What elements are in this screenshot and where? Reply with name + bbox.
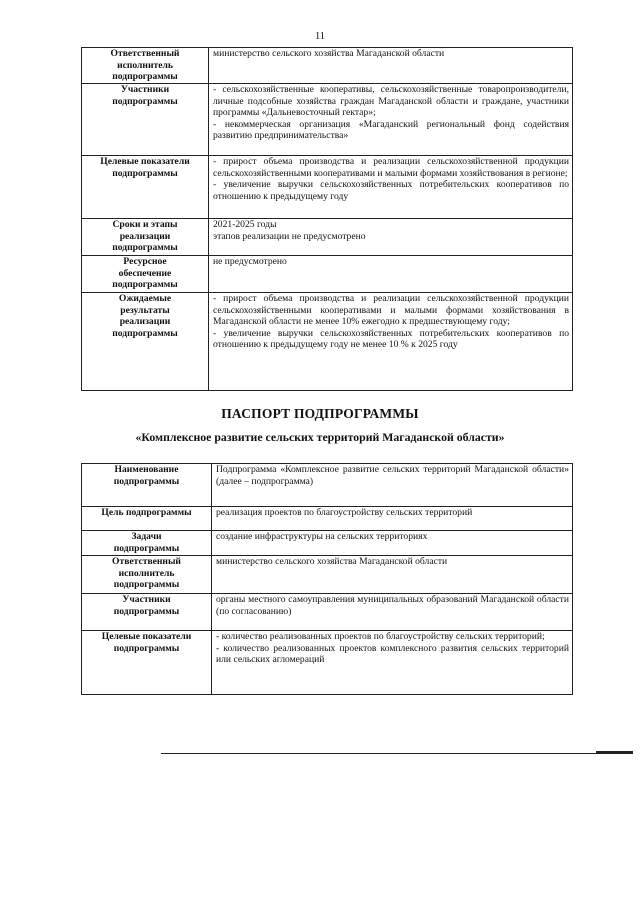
row-value-responsible-executor-2: министерство сельского хозяйства Магаданской области [212, 556, 573, 594]
row-label-target-indicators-2: Целевые показатели подпрограммы [82, 631, 212, 695]
row-value-name: Подпрограмма «Комплексное развитие сельских территорий Магаданской области» (далее – подпрограмма) [212, 464, 573, 507]
table-row [82, 156, 573, 219]
row-value-resources: не предусмотрено [209, 256, 573, 293]
subprogram-passport-table [81, 463, 573, 695]
table-row [82, 631, 573, 695]
row-value-participants: - сельскохозяйственные кооперативы, сельскохозяйственные товаропроизводители, личные подсобные хозяйства граждан Магаданской области и граждане, участники программы «Дальневосточный гектар»; - некоммерческая организация «Магаданский региональный фонд содействия развитию предпринимательства» [209, 84, 573, 156]
row-value-responsible-executor: министерство сельского хозяйства Магаданской области [209, 48, 573, 84]
row-label-responsible-executor: Ответственный исполнитель подпрограммы [82, 48, 209, 84]
passport-heading: ПАСПОРТ ПОДПРОГРАММЫ [221, 406, 419, 421]
table-row [82, 464, 573, 507]
page-number: 11 [314, 31, 326, 42]
row-value-timeline: 2021-2025 годы этапов реализации не предусмотрено [209, 219, 573, 256]
row-value-target-indicators: - прирост объема производства и реализации сельскохозяйственной продукции сельскохозяйственными кооперативами и малыми формами хозяйствования в регионе; - увеличение выручки сельскохозяйственных потребительских кооперативов по отношению к предыдущему году [209, 156, 573, 219]
table-row [82, 293, 573, 391]
row-value-expected-results: - прирост объема производства и реализации сельскохозяйственной продукции сельскохозяйственными кооперативами и малыми формами хозяйствования в Магаданской области не менее 10% ежегодно к предшествующему году; - увеличение выручки сельскохозяйственных потребительских кооперативов по отношению к предыдущему году не менее 10 % к 2025 году [209, 293, 573, 391]
row-label-target-indicators: Целевые показатели подпрограммы [82, 156, 209, 219]
row-label-tasks: Задачи подпрограммы [82, 531, 212, 556]
subprogram-passport-table-continued [81, 47, 573, 391]
row-label-timeline: Сроки и этапы реализации подпрограммы [82, 219, 209, 256]
row-label-responsible-executor-2: Ответственный исполнитель подпрограммы [82, 556, 212, 594]
row-label-goal: Цель подпрограммы [82, 507, 212, 531]
table-row [82, 219, 573, 256]
row-value-goal: реализация проектов по благоустройству сельских территорий [212, 507, 573, 531]
passport-subheading: «Комплексное развитие сельских территорий Магаданской области» [135, 430, 505, 444]
table-row [82, 48, 573, 84]
table-row [82, 556, 573, 594]
table-row [82, 531, 573, 556]
row-label-participants-2: Участники подпрограммы [82, 594, 212, 631]
table-row [82, 507, 573, 531]
table-row [82, 256, 573, 293]
row-label-name: Наименование подпрограммы [82, 464, 212, 507]
row-label-resources: Ресурсное обеспечение подпрограммы [82, 256, 209, 293]
row-label-expected-results: Ожидаемые результаты реализации подпрограммы [82, 293, 209, 391]
table-row [82, 84, 573, 156]
row-value-tasks: создание инфраструктуры на сельских территориях [212, 531, 573, 556]
bottom-rule [161, 753, 633, 754]
row-value-participants-2: органы местного самоуправления муниципальных образований Магаданской области (по согласованию) [212, 594, 573, 631]
row-value-target-indicators-2: - количество реализованных проектов по благоустройству сельских территорий; - количество реализованных проектов комплексного развития сельских территорий или сельских агломераций [212, 631, 573, 695]
bottom-rule-tail [596, 751, 633, 753]
table-row [82, 594, 573, 631]
row-label-participants: Участники подпрограммы [82, 84, 209, 156]
